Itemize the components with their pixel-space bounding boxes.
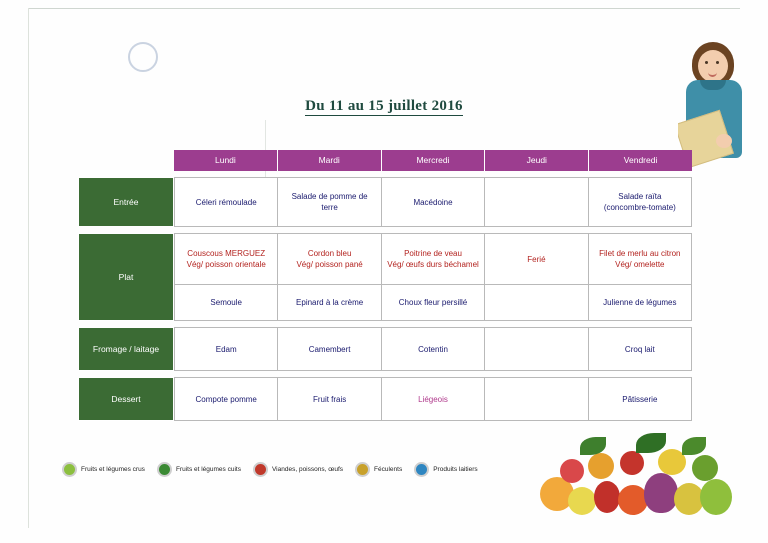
cell-text: Julienne de légumes	[603, 298, 677, 307]
row-label-dessert: Dessert	[78, 377, 174, 421]
day-header-mardi: Mardi	[278, 150, 382, 171]
cell-entree-lundi	[174, 177, 278, 227]
plat-side-row	[174, 285, 692, 321]
row-label-fromage: Fromage / laitage	[78, 327, 174, 371]
cell-text: Semoule	[210, 298, 242, 307]
cell-text: Poitrine de veau	[404, 249, 462, 258]
table-row	[78, 177, 692, 227]
cell-fromage-vendredi	[589, 327, 692, 371]
cell-text: Ferié	[527, 254, 546, 264]
cell-text-secondary: Vég/ poisson pané	[296, 260, 363, 269]
cell-plat-jeudi	[485, 233, 588, 285]
table-row	[78, 377, 692, 421]
cell-garniture-jeudi	[485, 285, 588, 321]
legend-label: Féculents	[374, 466, 403, 473]
cell-text: Pâtisserie	[622, 394, 658, 404]
page-title-text: Du 11 au 15 juillet 2016	[305, 98, 463, 114]
legend-label: Viandes, poissons, œufs	[271, 466, 344, 473]
legend-dot-icon	[414, 462, 429, 477]
cell-text: Macédoine	[413, 197, 453, 207]
day-header-mercredi: Mercredi	[382, 150, 486, 171]
cell-garniture-vendredi	[589, 285, 692, 321]
cell-entree-mercredi	[382, 177, 485, 227]
cell-text-secondary: (concombre-tomate)	[603, 203, 676, 212]
cell-fromage-jeudi	[485, 327, 588, 371]
row-label-entree: Entrée	[78, 177, 174, 227]
cell-text: Camembert	[308, 344, 351, 354]
cell-fromage-mardi	[278, 327, 381, 371]
table-header-row	[78, 150, 692, 171]
page-title	[0, 98, 768, 115]
cell-dessert-mardi	[278, 377, 381, 421]
cell-text: Croq lait	[624, 344, 655, 354]
header-corner-spacer	[78, 150, 174, 171]
cell-entree-vendredi	[589, 177, 692, 227]
cell-text: Edam	[215, 344, 237, 354]
cell-text: Filet de merlu au citron	[599, 249, 681, 258]
vegetables-illustration	[532, 425, 752, 525]
cell-text: Fruit frais	[312, 394, 347, 404]
cell-text: Choux fleur persillé	[398, 298, 468, 307]
menu-table	[78, 150, 692, 421]
cell-entree-jeudi	[485, 177, 588, 227]
legend-item-fruits-legumes-crus	[62, 462, 145, 477]
cell-plat-mercredi	[382, 233, 485, 285]
row-label-plat: Plat	[78, 233, 174, 321]
cell-text: Compote pomme	[195, 394, 257, 404]
day-header-jeudi: Jeudi	[485, 150, 589, 171]
cell-fromage-mercredi	[382, 327, 485, 371]
cell-text: Liégeois	[418, 394, 448, 404]
cell-dessert-jeudi	[485, 377, 588, 421]
table-row-plat	[78, 233, 692, 321]
table-row	[78, 327, 692, 371]
legend-label: Fruits et légumes crus	[81, 466, 145, 473]
cell-text: Cotentin	[418, 344, 448, 354]
legend-item-viandes-poissons-oeufs	[253, 462, 343, 477]
cell-text: Salade de pomme de terre	[291, 192, 368, 212]
stamp-mark	[128, 42, 158, 72]
legend	[62, 462, 478, 477]
cell-dessert-mercredi	[382, 377, 485, 421]
day-header-lundi: Lundi	[174, 150, 278, 171]
scan-border-left	[28, 8, 29, 528]
cell-text-secondary: Vég/ œufs durs béchamel	[387, 260, 479, 269]
cell-text-secondary: Vég/ omelette	[615, 260, 665, 269]
cell-text: Cordon bleu	[307, 249, 352, 258]
cell-dessert-vendredi	[589, 377, 692, 421]
cell-text-secondary: Vég/ poisson orientale	[186, 260, 266, 269]
cell-plat-mardi	[278, 233, 381, 285]
legend-item-feculents	[355, 462, 402, 477]
cell-fromage-lundi	[174, 327, 278, 371]
legend-dot-icon	[62, 462, 77, 477]
cell-text: Couscous MERGUEZ	[187, 249, 266, 258]
cell-plat-lundi	[174, 233, 278, 285]
cell-entree-mardi	[278, 177, 381, 227]
day-header-vendredi: Vendredi	[589, 150, 692, 171]
scan-border-top	[28, 8, 740, 9]
legend-item-produits-laitiers	[414, 462, 477, 477]
legend-label: Produits laitiers	[433, 466, 478, 473]
plat-main-row	[174, 233, 692, 285]
legend-dot-icon	[253, 462, 268, 477]
cell-text: Salade raïta	[618, 192, 662, 201]
legend-label: Fruits et légumes cuits	[175, 466, 241, 473]
legend-dot-icon	[355, 462, 370, 477]
cell-garniture-mercredi	[382, 285, 485, 321]
cell-garniture-lundi	[174, 285, 278, 321]
cell-dessert-lundi	[174, 377, 278, 421]
legend-item-fruits-legumes-cuits	[157, 462, 241, 477]
cell-text: Epinard à la crème	[296, 298, 364, 307]
legend-dot-icon	[157, 462, 172, 477]
cell-plat-vendredi	[589, 233, 692, 285]
cell-garniture-mardi	[278, 285, 381, 321]
cell-text: Céleri rémoulade	[195, 197, 257, 207]
